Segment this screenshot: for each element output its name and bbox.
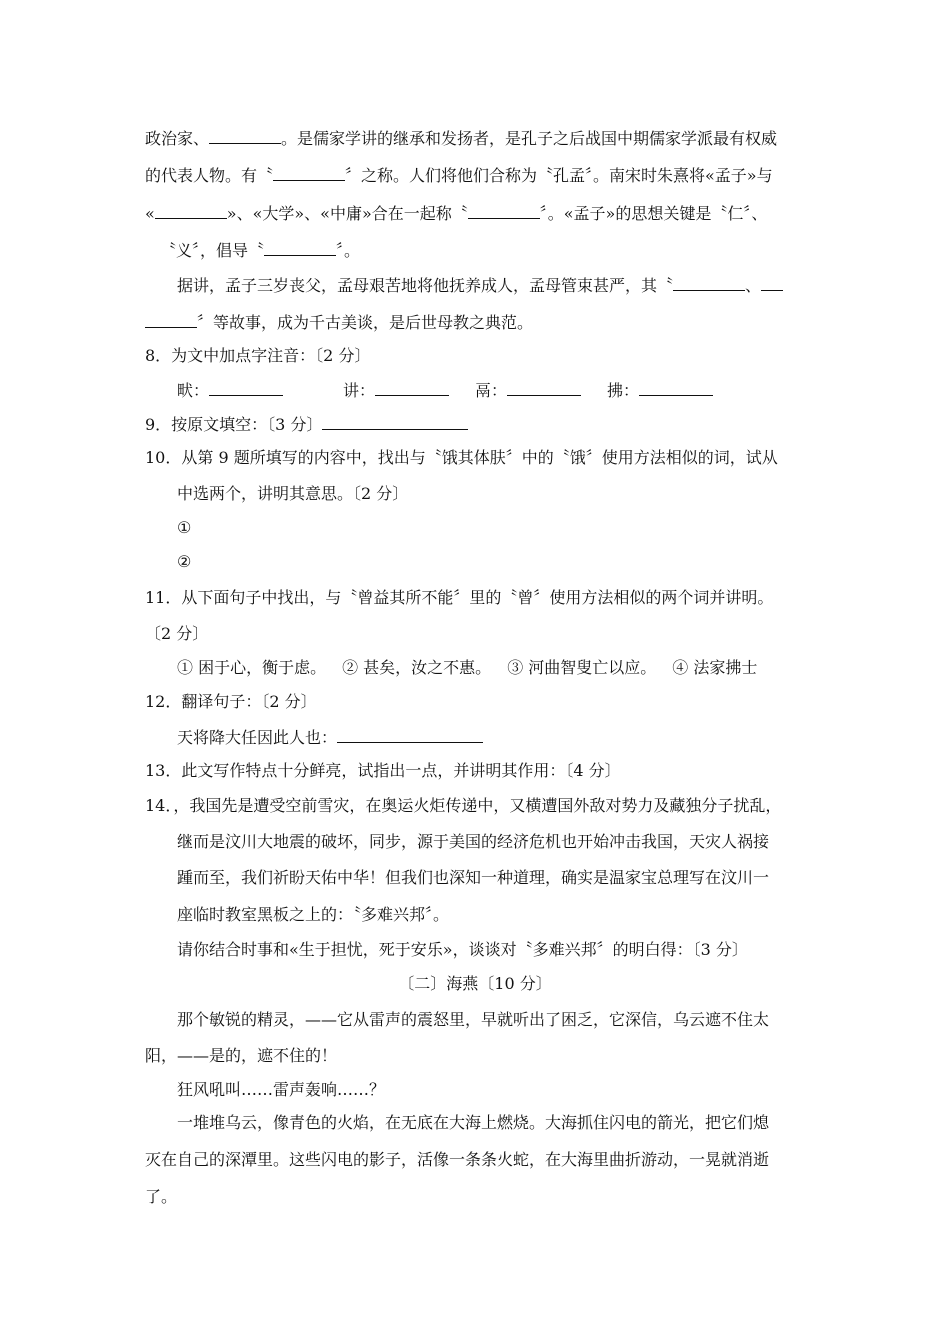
passage-p3-line-3: 了。	[145, 1187, 178, 1206]
intro-line-2	[145, 165, 773, 186]
q11-option: ③ 河曲智叟亡以应。	[507, 658, 657, 677]
intro-text: 据讲，孟子三岁丧父，孟母艰苦地将他抚养成人，孟母管束甚严，其〝	[177, 276, 674, 295]
answer-blank[interactable]	[507, 380, 581, 396]
q8-item: 畎：	[177, 381, 210, 400]
intro-text: «	[145, 204, 155, 223]
intro-line-4	[160, 240, 360, 261]
q8-item: 拂：	[607, 381, 640, 400]
q10-mark-2: ②	[177, 552, 192, 571]
intro-text: »、«大学»、«中庸»合在一起称〝	[226, 204, 468, 223]
question-11-cont: 〔2 分〕	[145, 624, 209, 643]
q12-sentence-text: 天将降大任因此人也：	[177, 728, 338, 747]
intro-line-6	[145, 312, 533, 333]
q11-options	[177, 658, 757, 678]
blank[interactable]	[145, 312, 197, 328]
blank[interactable]	[673, 275, 745, 291]
intro-text: 〞。«孟子»的思想关键是〝仁〞、	[539, 204, 768, 223]
q8-item: 鬲：	[475, 381, 508, 400]
question-10: 10．从第 9 题所填写的内容中，找出与〝饿其体肤〞中的〝饿〞使用方法相似的词，试从	[145, 448, 778, 467]
answer-blank[interactable]	[337, 727, 483, 743]
blank[interactable]	[155, 203, 227, 219]
blank[interactable]	[264, 240, 336, 256]
q10-mark-1: ①	[177, 518, 192, 537]
question-14-prompt: 请你结合时事和«生于担忧，死于安乐»，谈谈对〝多难兴邦〞的明白得：〔3 分〕	[177, 940, 748, 959]
intro-text: 的代表人物。有〝	[145, 166, 274, 185]
intro-text: 〝义〞，倡导〝	[160, 241, 265, 260]
blank[interactable]	[209, 128, 281, 144]
passage-p2: 狂风吼叫……雷声轰响……？	[177, 1080, 386, 1099]
intro-line-1	[145, 128, 777, 149]
q11-option: ① 困于心，衡于虑。	[177, 658, 327, 677]
question-9-text: 9．按原文填空：〔3 分〕	[145, 415, 323, 434]
intro-text: 、	[745, 276, 762, 295]
q11-option: ④ 法家拂士	[672, 658, 758, 677]
question-8: 8．为文中加点字注音：〔2 分〕	[145, 346, 371, 365]
q8-items	[177, 380, 713, 401]
passage-p1-line-1: 那个敏锐的精灵，——它从雷声的震怒里，早就听出了困乏，它深信，乌云遮不住太	[177, 1010, 770, 1029]
q11-option: ② 甚矣，汝之不惠。	[342, 658, 492, 677]
answer-blank[interactable]	[375, 380, 449, 396]
question-12: 12．翻译句子：〔2 分〕	[145, 692, 317, 711]
blank[interactable]	[468, 203, 540, 219]
intro-text: 〞之称。人们将他们合称为〝孔孟〞。南宋时朱熹将«孟子»与	[345, 166, 773, 185]
intro-line-3	[145, 203, 767, 224]
passage-p1-line-2: 阳，——是的，遮不住的！	[145, 1046, 338, 1065]
section-title: 〔二〕海燕〔10 分〕	[398, 974, 552, 993]
question-10-cont: 中选两个，讲明其意思。〔2 分〕	[177, 484, 409, 503]
answer-blank[interactable]	[322, 414, 468, 430]
question-14-line-3: 踵而至，我们祈盼天佑中华！但我们也深知一种道理，确实是温家宝总理写在汶川一	[177, 868, 770, 887]
question-14-line-2: 继而是汶川大地震的破坏，同步，源于美国的经济危机也开始冲击我国，天灾人祸接	[177, 832, 770, 851]
blank[interactable]	[761, 275, 783, 291]
question-14: 14．，我国先是遭受空前雪灾，在奥运火炬传递中，又横遭国外敌对势力及藏独分子扰乱，	[145, 796, 782, 815]
answer-blank[interactable]	[639, 380, 713, 396]
intro-text: 。是儒家学讲的继承和发扬者，是孔子之后战国中期儒家学派最有权威	[281, 129, 778, 148]
blank[interactable]	[273, 165, 345, 181]
intro-line-5	[177, 275, 783, 296]
passage-p3-line-2: 灭在自己的深潭里。这些闪电的影子，活像一条条火蛇，在大海里曲折游动，一晃就消逝	[145, 1150, 770, 1169]
question-14-line-4: 座临时教室黑板之上的：〝多难兴邦〞。	[177, 905, 450, 924]
q12-sentence	[177, 727, 483, 748]
intro-text: 政治家、	[145, 129, 210, 148]
question-11: 11．从下面句子中找出，与〝曾益其所不能〞里的〝曾〞使用方法相似的两个词并讲明。	[145, 588, 774, 607]
intro-text: 〞等故事，成为千古美谈，是后世母教之典范。	[197, 313, 534, 332]
question-13: 13．此文写作特点十分鲜亮，试指出一点，并讲明其作用：〔4 分〕	[145, 761, 621, 780]
answer-blank[interactable]	[209, 380, 283, 396]
passage-p3-line-1: 一堆堆乌云，像青色的火焰，在无底在大海上燃烧。大海抓住闪电的箭光，把它们熄	[177, 1113, 770, 1132]
intro-text: 〞。	[336, 241, 361, 260]
q8-item: 讲：	[343, 381, 376, 400]
question-9	[145, 414, 468, 435]
